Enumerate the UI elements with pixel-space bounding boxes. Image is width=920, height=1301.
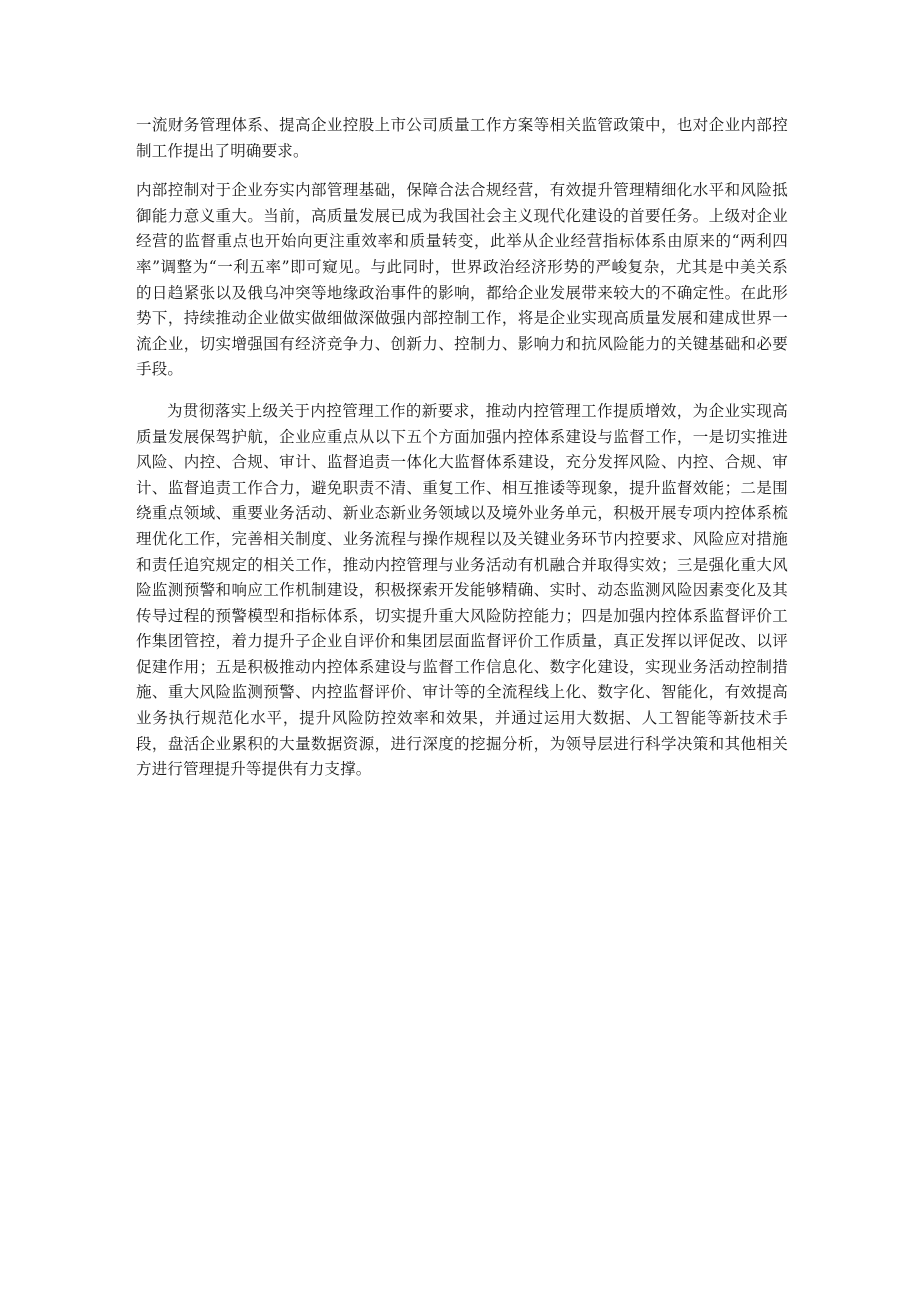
document-body — [136, 113, 788, 783]
paragraph-internal-control-significance: 内部控制对于企业夯实内部管理基础，保障合法合规经营，有效提升管理精细化水平和风险抵御能力意义重大。当前，高质量发展已成为我国社会主义现代化建设的首要任务。上级对企业经营的监督重点也开始向更注重效率和质量转变，此举从企业经营指标体系由原来的“两利四率”调整为“一利五率”即可窥见。与此同时，世界政治经济形势的严峻复杂，尤其是中美关系的日趋紧张以及俄乌冲突等地缘政治事件的影响，都给企业发展带来较大的不确定性。在此形势下，持续推动企业做实做细做深做强内部控制工作，将是企业实现高质量发展和建成世界一流企业，切实增强国有经济竞争力、创新力、控制力、影响力和抗风险能力的关键基础和必要手段。 — [136, 181, 788, 379]
paragraph-five-measures: 为贯彻落实上级关于内控管理工作的新要求，推动内控管理工作提质增效，为企业实现高质量发展保驾护航，企业应重点从以下五个方面加强内控体系建设与监督工作，一是切实推进风险、内控、合规、审计、监督追责一体化大监督体系建设，充分发挥风险、内控、合规、审计、监督追责工作合力，避免职责不清、重复工作、相互推诿等现象，提升监督效能；二是围绕重点领域、重要业务活动、新业态新业务领域以及境外业务单元，积极开展专项内控体系梳理优化工作，完善相关制度、业务流程与操作规程以及关键业务环节内控要求、风险应对措施和责任追究规定的相关工作，推动内控管理与业务活动有机融合并取得实效；三是强化重大风险监测预警和响应工作机制建设，积极探索开发能够精确、实时、动态监测风险因素变化及其传导过程的预警模型和指标体系，切实提升重大风险防控能力；四是加强内控体系监督评价工作集团管控，着力提升子企业自评价和集团层面监督评价工作质量，真正发挥以评促改、以评促建作用；五是积极推动内控体系建设与监督工作信息化、数字化建设，实现业务活动控制措施、重大风险监测预警、内控监督评价、审计等的全流程线上化、数字化、智能化，有效提高业务执行规范化水平，提升风险防控效率和效果，并通过运用大数据、人工智能等新技术手段，盘活企业累积的大量数据资源，进行深度的挖掘分析，为领导层进行科学决策和其他相关方进行管理提升等提供有力支撑。 — [136, 401, 788, 779]
paragraph-continuation: 一流财务管理体系、提高企业控股上市公司质量工作方案等相关监管政策中，也对企业内部控制工作提出了明确要求。 — [136, 116, 788, 160]
